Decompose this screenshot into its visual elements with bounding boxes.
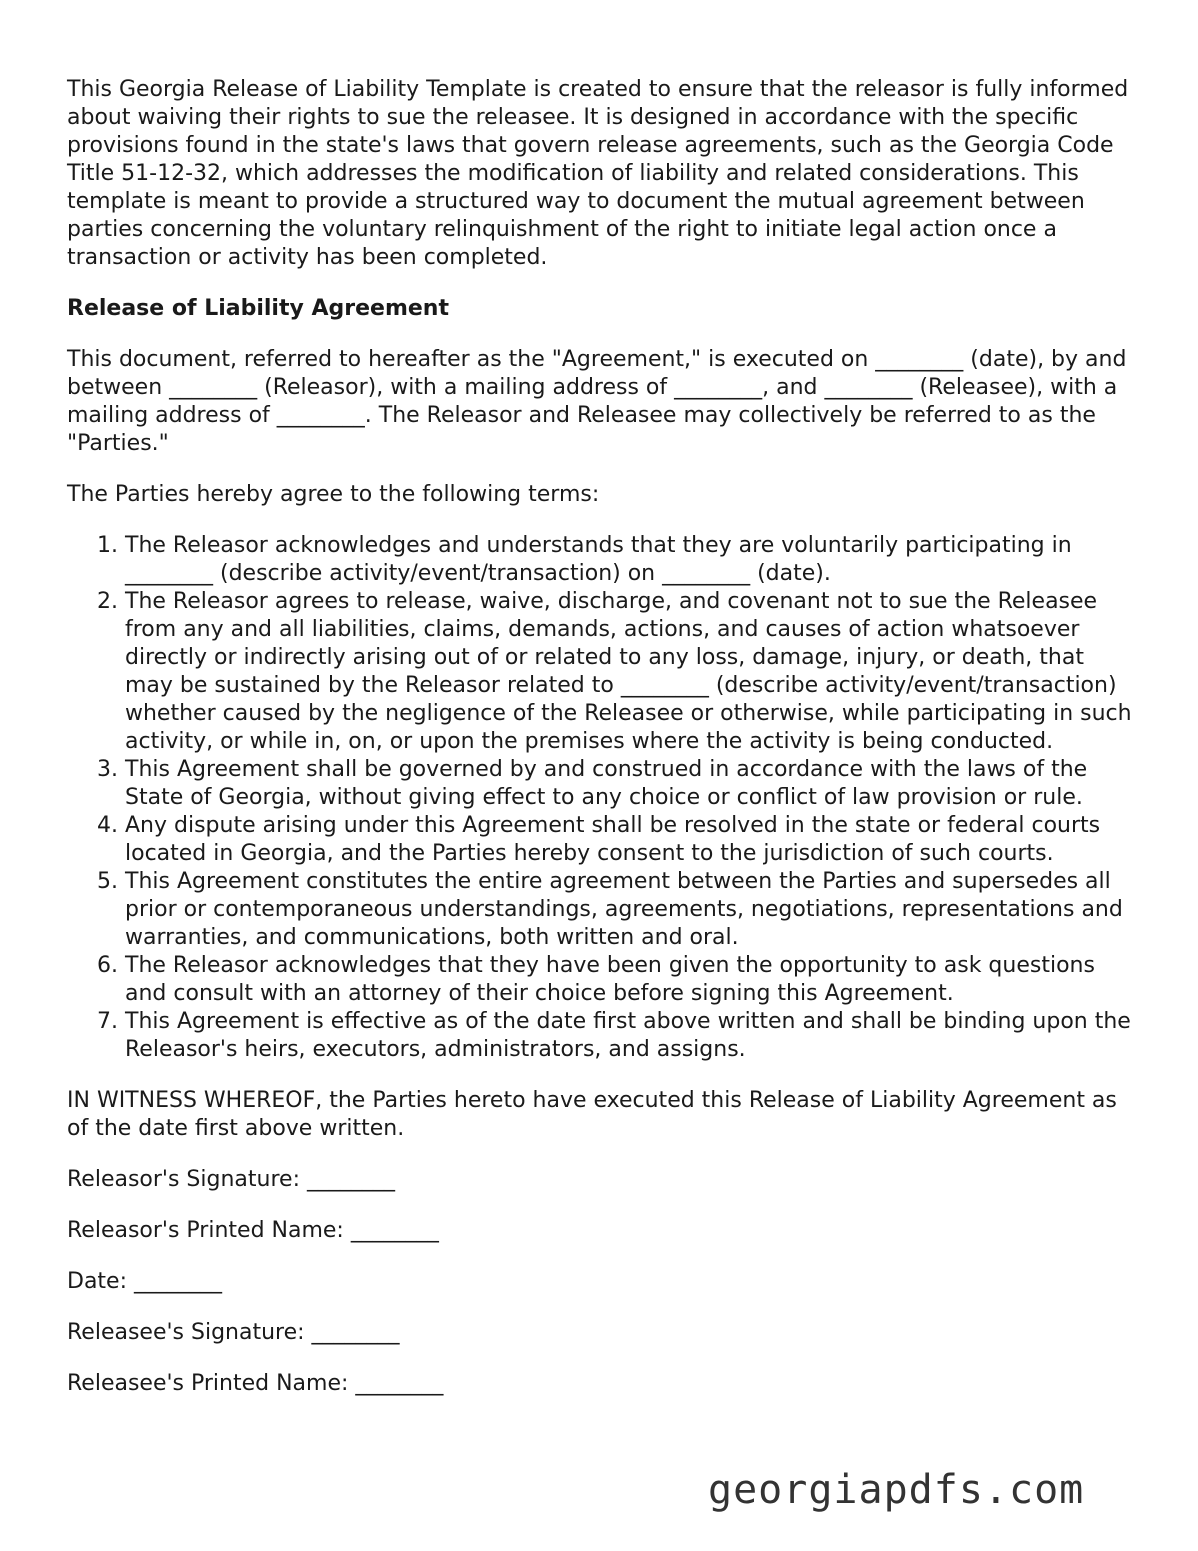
term-item-7: 7. This Agreement is effective as of the date first above written and shall be binding upon the Releasor's heirs, executors, administrators, and assigns.: [125, 1008, 1137, 1064]
term-item-6: 6. The Releasor acknowledges that they have been given the opportunity to ask questions and consult with an attorney of their choice before signing this Agreement.: [125, 952, 1137, 1008]
term-item-4: 4. Any dispute arising under this Agreement shall be resolved in the state or federal courts located in Georgia, and the Parties hereby consent to the jurisdiction of such courts.: [125, 812, 1137, 868]
agreement-heading: Release of Liability Agreement: [67, 296, 449, 321]
date-line: Date: ________: [67, 1269, 222, 1294]
preamble-paragraph: This document, referred to hereafter as the "Agreement," is executed on ________ (date), by and between ________ (Releasor), with a mailing address of ________, and ________ (Releasee), with a mailing address of ________. The Releasor and Releasee may collectively be referred to as the "Parties.": [67, 347, 1127, 456]
releasor-signature-line: Releasor's Signature: ________: [67, 1167, 395, 1192]
site-watermark: georgiapdfs.com: [708, 1467, 1085, 1513]
term-item-1: 1. The Releasor acknowledges and understands that they are voluntarily participating in ________ (describe activity/event/transaction) on ________ (date).: [125, 532, 1137, 588]
term-item-5: 5. This Agreement constitutes the entire agreement between the Parties and supersedes all prior or contemporaneous understandings, agreements, negotiations, representations and warranties, and communications, both written and oral.: [125, 868, 1137, 952]
term-item-3: 3. This Agreement shall be governed by and construed in accordance with the laws of the State of Georgia, without giving effect to any choice or conflict of law provision or rule.: [125, 756, 1137, 812]
witness-paragraph: IN WITNESS WHEREOF, the Parties hereto have executed this Release of Liability Agreement as of the date first above written.: [67, 1088, 1117, 1141]
terms-intro: The Parties hereby agree to the following terms:: [67, 482, 600, 507]
releasee-signature-line: Releasee's Signature: ________: [67, 1320, 400, 1345]
releasor-printed-name-line: Releasor's Printed Name: ________: [67, 1218, 439, 1243]
terms-list: [67, 532, 1137, 1064]
term-item-2: 2. The Releasor agrees to release, waive, discharge, and covenant not to sue the Releasee from any and all liabilities, claims, demands, actions, and causes of action whatsoever directly or indirectly arising out of or related to any loss, damage, injury, or death, that may be sustained by the Releasor related to ________ (describe activity/event/transaction) whether caused by the negligence of the Releasee or otherwise, while participating in such activity, or while in, on, or upon the premises where the activity is being conducted.: [125, 588, 1137, 756]
releasee-printed-name-line: Releasee's Printed Name: ________: [67, 1371, 444, 1396]
intro-paragraph: This Georgia Release of Liability Template is created to ensure that the releasor is fully informed about waiving their rights to sue the releasee. It is designed in accordance with the specific provisions found in the state's laws that govern release agreements, such as the Georgia Code Title 51-12-32, which addresses the modification of liability and related considerations. This template is meant to provide a structured way to document the mutual agreement between parties concerning the voluntary relinquishment of the right to initiate legal action once a transaction or activity has been completed.: [67, 77, 1129, 270]
document-page: [67, 76, 1137, 1421]
